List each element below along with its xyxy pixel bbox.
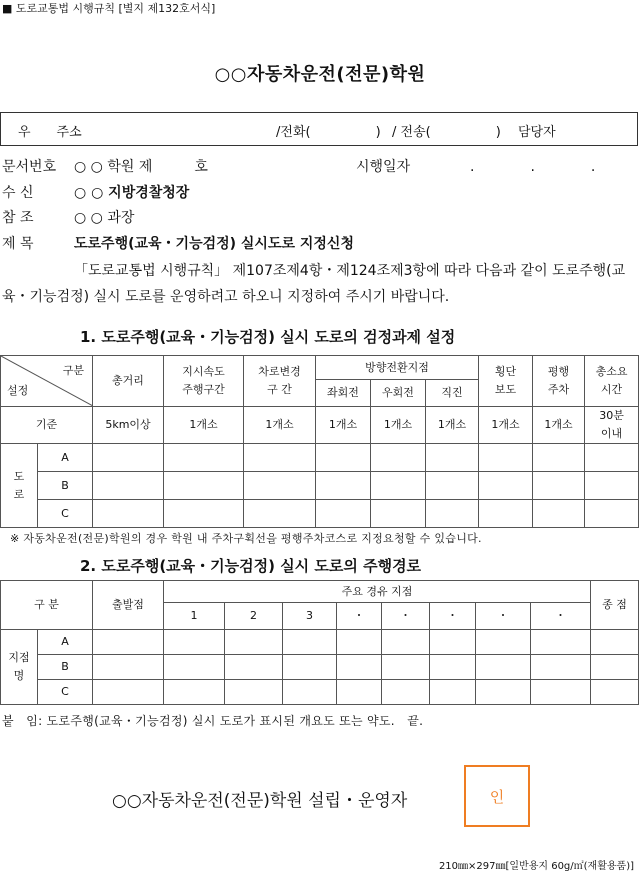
waypoint-3: 3: [283, 603, 337, 630]
road-label: [1, 444, 38, 528]
route-b-cell: [164, 655, 225, 680]
route-a-cell: [164, 630, 225, 655]
waypoint-5: ・: [382, 603, 430, 630]
road-c-cell: [244, 500, 316, 528]
road-c-cell: [316, 500, 371, 528]
header-parking: [533, 356, 585, 407]
header-time: [585, 356, 639, 407]
road-a-cell: [585, 444, 639, 472]
standard-time-line1: 30분: [599, 409, 624, 422]
road-c-cell: [533, 500, 585, 528]
parking-note: ※ 자동차운전(전문)학원의 경우 학원 내 주차구획선을 평행주차코스로 지정요청할 수 있습니다.: [10, 532, 482, 545]
route-b-cell: [337, 655, 382, 680]
road-a-cell: [93, 444, 164, 472]
road-c-label: C: [38, 500, 93, 528]
route-c-cell: [591, 680, 639, 705]
corner-bottom-label: 설정: [7, 384, 29, 397]
standard-time: [585, 407, 639, 444]
header-left-turn: 좌회전: [316, 380, 371, 407]
doc-number-value: ○ ○ 학원 제 호: [74, 159, 208, 175]
standard-lane: 1개소: [244, 407, 316, 444]
header-crosswalk: [479, 356, 533, 407]
route-a-cell: [382, 630, 430, 655]
route-b-cell: [531, 655, 591, 680]
route-c-cell: [164, 680, 225, 705]
road-a-cell: [316, 444, 371, 472]
phone-label: /전화( ): [276, 125, 381, 140]
road-b-cell: [426, 472, 479, 500]
road-b-cell: [585, 472, 639, 500]
road-b-cell: [93, 472, 164, 500]
route-a-cell: [591, 630, 639, 655]
road-c-cell: [585, 500, 639, 528]
header-speed: [164, 356, 244, 407]
standard-parking: 1개소: [533, 407, 585, 444]
route-c-cell: [476, 680, 531, 705]
route-b-label: B: [38, 655, 93, 680]
recipient-label: 수 신: [2, 185, 34, 201]
route-point-label-line1: 지점: [8, 651, 30, 664]
route-b-cell: [476, 655, 531, 680]
standard-label: 기준: [1, 407, 93, 444]
road-label-line1: 도: [13, 469, 25, 483]
task-table: [0, 355, 639, 528]
route-a-cell: [225, 630, 283, 655]
header-time-line1: 총소요: [595, 365, 628, 378]
header-speed-line2: 주행구간: [182, 383, 225, 396]
form-label: ■ 도로교통법 시행규칙 [별지 제132호서식]: [2, 2, 216, 15]
exec-date-dots: . . .: [470, 159, 596, 175]
waypoint-2: 2: [225, 603, 283, 630]
standard-left: 1개소: [316, 407, 371, 444]
route-point-label: [1, 630, 38, 705]
waypoint-7: ・: [476, 603, 531, 630]
road-c-cell: [371, 500, 426, 528]
header-speed-line1: 지시속도: [182, 365, 225, 378]
route-c-cell: [225, 680, 283, 705]
header-lane-line2: 구 간: [267, 383, 292, 396]
route-a-cell: [93, 630, 164, 655]
route-waypoints-header: 주요 경유 지점: [164, 581, 591, 603]
road-b-cell: [533, 472, 585, 500]
route-c-cell: [382, 680, 430, 705]
header-lane: [244, 356, 316, 407]
road-a-cell: [164, 444, 244, 472]
road-b-cell: [244, 472, 316, 500]
road-a-cell: [244, 444, 316, 472]
route-a-cell: [283, 630, 337, 655]
route-a-cell: [430, 630, 476, 655]
standard-crosswalk: 1개소: [479, 407, 533, 444]
route-b-cell: [93, 655, 164, 680]
route-c-cell: [531, 680, 591, 705]
road-c-cell: [426, 500, 479, 528]
route-c-label: C: [38, 680, 93, 705]
road-a-cell: [371, 444, 426, 472]
header-crosswalk-line1: 횡단: [494, 365, 517, 378]
paper-spec: 210㎜×297㎜[일반용지 60g/㎡(재활용품)]: [438, 861, 634, 871]
standard-right: 1개소: [371, 407, 426, 444]
header-lane-line1: 차로변경: [258, 365, 301, 378]
route-b-cell: [382, 655, 430, 680]
waypoint-6: ・: [430, 603, 476, 630]
waypoint-8: ・: [531, 603, 591, 630]
route-c-cell: [283, 680, 337, 705]
route-b-cell: [591, 655, 639, 680]
road-label-line2: 로: [13, 487, 25, 501]
waypoint-1: 1: [164, 603, 225, 630]
reference-value: ○ ○ 과장: [74, 210, 135, 226]
route-a-cell: [531, 630, 591, 655]
body-paragraph: 「도로교통법 시행규칙」 제107조제4항・제124조제3항에 따라 다음과 같이 도로주행(교육・기능검정) 실시 도로를 운영하려고 하오니 지정하여 주시기 바랍니다.: [2, 263, 626, 305]
header-parking-line1: 평행: [547, 365, 570, 378]
road-b-cell: [371, 472, 426, 500]
route-c-cell: [430, 680, 476, 705]
road-b-cell: [479, 472, 533, 500]
address-label: 우 주소: [18, 125, 82, 140]
road-c-cell: [164, 500, 244, 528]
road-b-label: B: [38, 472, 93, 500]
standard-speed: 1개소: [164, 407, 244, 444]
route-b-cell: [283, 655, 337, 680]
page-title: ○○자동차운전(전문)학원: [214, 64, 426, 85]
header-turn-group: 방향전환지점: [316, 356, 479, 380]
attachment-note: 붙 임: 도로주행(교육・기능검정) 실시 도로가 표시된 개요도 또는 약도. 끝.: [2, 714, 424, 728]
route-end: 종 점: [591, 581, 639, 630]
header-straight: 직진: [426, 380, 479, 407]
manager-label: 담당자: [518, 125, 556, 140]
exec-date-label: 시행일자: [356, 159, 411, 175]
seal-label: 인: [489, 787, 505, 806]
subject-label: 제 목: [2, 236, 34, 252]
header-parking-line2: 주차: [547, 383, 570, 396]
header-crosswalk-line2: 보도: [494, 383, 517, 396]
subject-value: 도로주행(교육・기능검정) 실시도로 지정신청: [74, 236, 354, 252]
route-a-cell: [476, 630, 531, 655]
signature-line: ○○자동차운전(전문)학원 설립・운영자: [112, 791, 408, 811]
standard-distance: 5km이상: [93, 407, 164, 444]
road-a-cell: [533, 444, 585, 472]
route-point-label-line2: 명: [13, 669, 25, 682]
corner-cell: [1, 356, 93, 407]
route-category: 구 분: [1, 581, 93, 630]
road-c-cell: [93, 500, 164, 528]
section1-title: 1. 도로주행(교육・기능검정) 실시 도로의 검정과제 설정: [80, 328, 456, 346]
standard-time-line2: 이내: [600, 427, 623, 440]
fax-label: / 전송( ): [392, 125, 501, 140]
header-distance: 총거리: [93, 356, 164, 407]
road-a-cell: [479, 444, 533, 472]
road-a-cell: [426, 444, 479, 472]
standard-straight: 1개소: [426, 407, 479, 444]
doc-number-label: 문서번호: [2, 159, 57, 175]
route-c-cell: [337, 680, 382, 705]
header-time-line2: 시간: [600, 383, 623, 396]
route-a-label: A: [38, 630, 93, 655]
corner-top-label: 구분: [62, 364, 84, 377]
header-right-turn: 우회전: [371, 380, 426, 407]
waypoint-4: ・: [337, 603, 382, 630]
section2-title: 2. 도로주행(교육・기능검정) 실시 도로의 주행경로: [80, 557, 422, 575]
seal-box: [464, 765, 530, 827]
route-c-cell: [93, 680, 164, 705]
road-b-cell: [316, 472, 371, 500]
road-c-cell: [479, 500, 533, 528]
road-a-label: A: [38, 444, 93, 472]
recipient-value: ○ ○ 지방경찰청장: [74, 185, 190, 201]
route-b-cell: [225, 655, 283, 680]
route-a-cell: [337, 630, 382, 655]
road-b-cell: [164, 472, 244, 500]
route-table: [0, 580, 639, 705]
reference-label: 참 조: [2, 210, 34, 226]
route-b-cell: [430, 655, 476, 680]
route-departure: 출발점: [93, 581, 164, 630]
